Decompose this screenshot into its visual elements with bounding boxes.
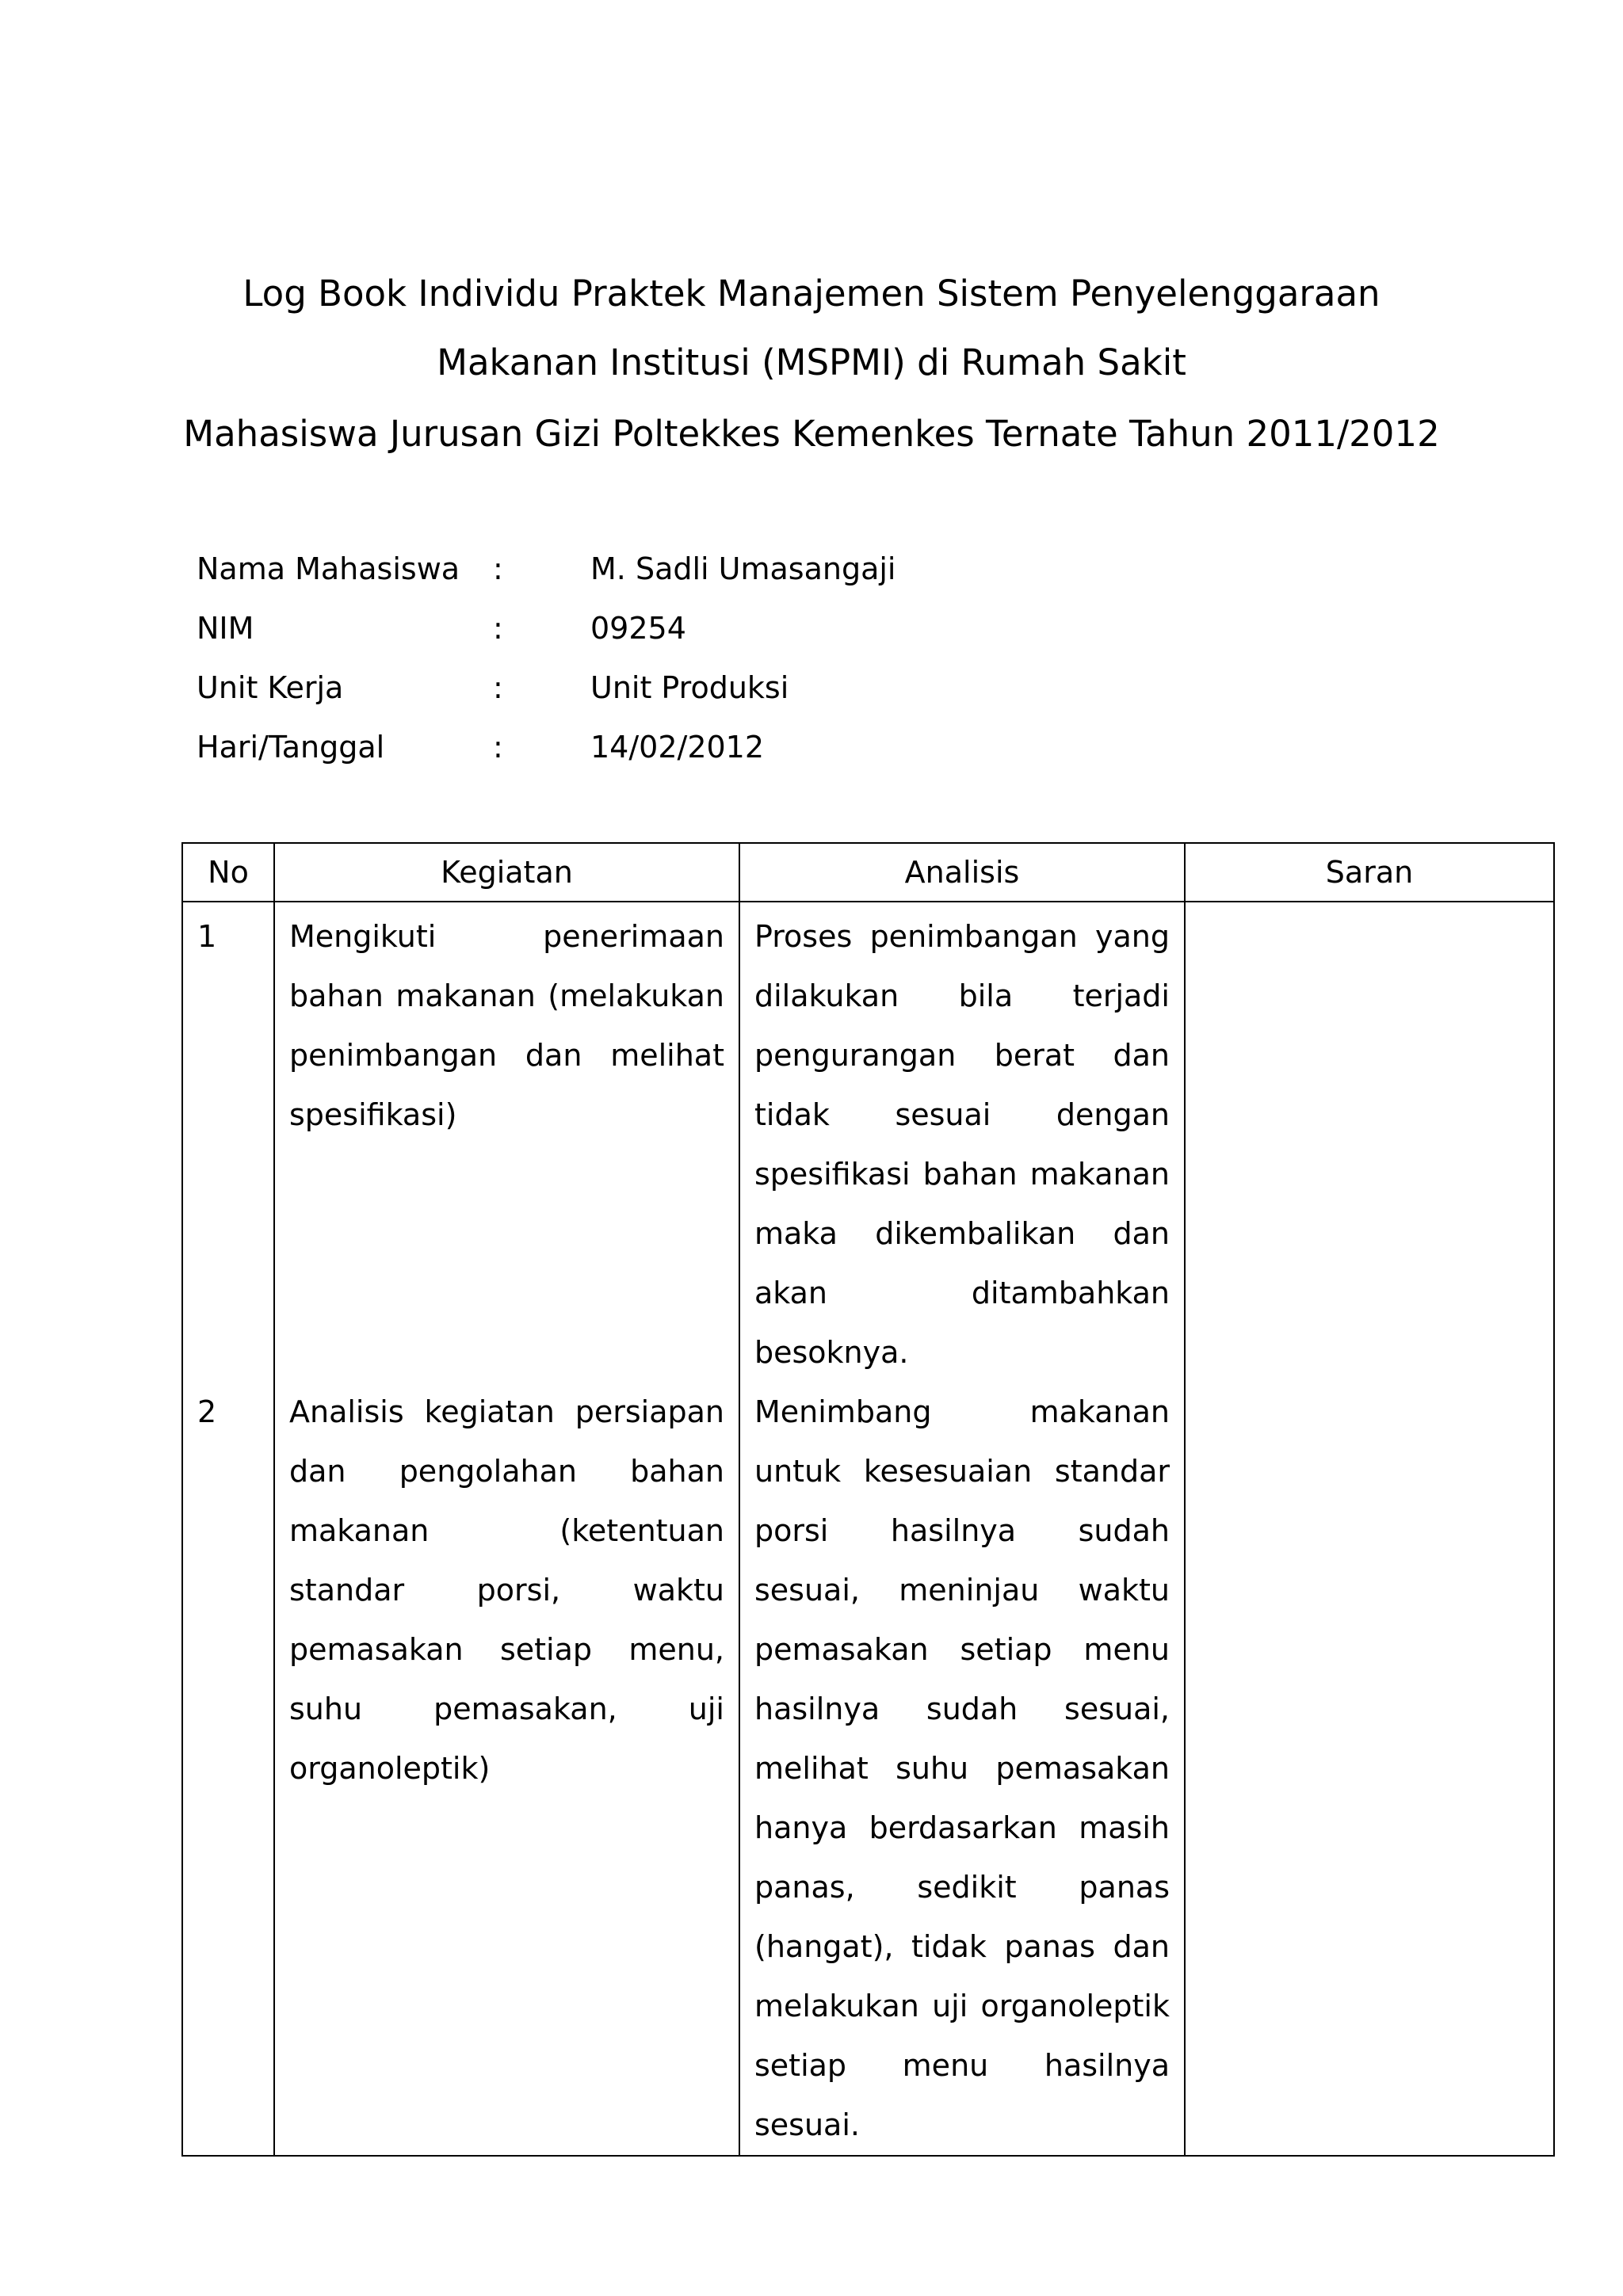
header-saran: Saran xyxy=(1185,843,1554,902)
kegiatan-text: Mengikuti penerimaan bahan makanan (melakukan penimbangan dan melihat spesifikasi) xyxy=(289,919,724,1132)
info-value: 14/02/2012 xyxy=(590,730,765,765)
info-value: Unit Produksi xyxy=(590,670,789,705)
info-label: Hari/Tanggal xyxy=(197,730,385,765)
log-table xyxy=(181,842,1555,2157)
info-label: NIM xyxy=(197,611,254,646)
entry-number: 1 xyxy=(197,919,217,954)
document-title-line-1: Log Book Individu Praktek Manajemen Sistem Penyelenggaraan xyxy=(242,273,1381,315)
analisis-column-cell xyxy=(739,902,1185,2156)
kegiatan-column-cell xyxy=(274,902,739,2156)
info-colon: : xyxy=(493,611,503,646)
info-value: 09254 xyxy=(590,611,686,646)
header-kegiatan: Kegiatan xyxy=(274,843,739,902)
entry-gap xyxy=(197,967,273,1383)
info-colon: : xyxy=(493,670,503,705)
document-title-line-3: Mahasiswa Jurusan Gizi Poltekkes Kemenkes Ternate Tahun 2011/2012 xyxy=(183,413,1440,455)
document-title-line-2: Makanan Institusi (MSPMI) di Rumah Sakit xyxy=(437,341,1186,383)
no-column-cell xyxy=(182,902,274,2156)
table-body-row xyxy=(182,902,1554,2156)
analisis-text: Menimbang makanan untuk kesesuaian standar porsi hasilnya sudah sesuai, meninjau waktu pemasakan setiap menu hasilnya sudah sesuai, melihat suhu pemasakan hanya berdasarkan masih panas, sedikit panas (hangat), tidak panas dan melakukan uji organoleptik setiap menu hasilnya sesuai. xyxy=(754,1394,1170,2142)
info-colon: : xyxy=(493,730,503,765)
kegiatan-text: Analisis kegiatan persiapan dan pengolahan bahan makanan (ketentuan standar porsi, waktu pemasakan setiap menu, suhu pemasakan, uji organoleptik) xyxy=(289,1394,724,1786)
info-label: Nama Mahasiswa xyxy=(197,551,460,586)
header-no: No xyxy=(182,843,274,902)
saran-column-cell xyxy=(1185,902,1554,2156)
analisis-text: Proses penimbangan yang dilakukan bila terjadi pengurangan berat dan tidak sesuai dengan spesifikasi bahan makanan maka dikembalikan dan akan ditambahkan besoknya. xyxy=(754,919,1170,1370)
info-value: M. Sadli Umasangaji xyxy=(590,551,896,586)
table-header-row xyxy=(182,843,1554,902)
info-colon: : xyxy=(493,551,503,586)
info-label: Unit Kerja xyxy=(197,670,344,705)
entry-number: 2 xyxy=(197,1394,217,1429)
header-analisis: Analisis xyxy=(739,843,1185,902)
